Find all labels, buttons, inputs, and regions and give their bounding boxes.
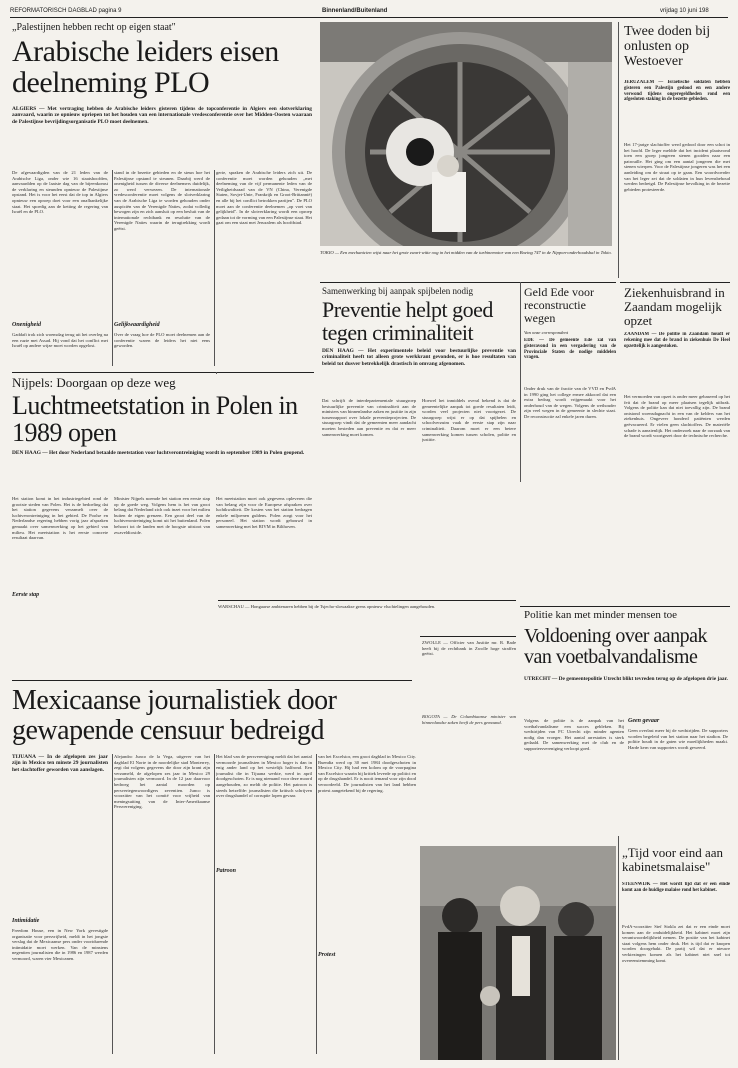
plo-body-col1: De afgevaardigden van de 21 leden van de Arabische Liga, onder wie 16 staatshoofden, aanvaardden op de laatste dag van de bijeenkomst de verklaring en steunden opnieuw de Palestijnse opstand. Het is voor het eerst dat de top in Algiers opnieuw een oproep doet voor een onafhankelijke staat. Het spoedig aan de ketting de regering van Israël en de PLO.: [12, 170, 108, 215]
voetbal-sub: Geen gevaar: [628, 718, 660, 724]
preventie-kicker: Samenwerking bij aanpak spijbelen nodig: [322, 286, 473, 296]
voetbal-body-col2: Geen overlast meer bij de wedstrijden. De supporters worden begeleid van het station naar het stadion. De politie houdt in de gaten wie moeilijkheden maakt. Harde kern van supporters wordt geweerd.: [628, 728, 728, 750]
westoever-headline: Twee doden bij onlusten op Westoever: [624, 24, 711, 69]
plo-body-col2: stand in de bezette gebieden en de steun hoe het Palestijnse opstand te steunen. Daarbij werd de onenigheid tussen de diverse deelnemers duidelijk, zo werd verwezen. De internationale vredesconferentie moet volgens de slotverklaring van de Arabische Liga te worden gehouden onder auspiciën van de Verenigde Naties, zodat volledig bewogen zijn en zich aansluit op een besluit van de internationale rechtbank en resolutie van de Verenigde Naties waarin de terugtrekking wordt geëist.: [114, 170, 210, 231]
plo-body-col3: gerie, spraken de Arabische leiders zich uit. De conferentie moet worden gehouden „met deelneming van de vijf permanente leden van de Veiligheidsraad van de VN (China, Verenigde Staten, Sovjet-Unie, Frankrijk en Groot-Brittannië) en alle bij het conflict betrokken partijen". De PLO moet aan de conferentie deelnemen „op voet van gelijkheid". In de slotverklaring wordt een oproep gedaan tot de vorming van een Palestijnse staat. Het gaat om een staat met Jeruzalem als hoofdstad.: [216, 170, 312, 226]
nijpels-kicker: Nijpels: Doorgaan op deze weg: [12, 375, 176, 390]
preventie-body-col1: Dat schrijft de interdepartementale stuurgroep bestuurlijke preventie van criminaliteit aan de ministers van binnenlandse zaken en justitie in zijn tussenrapport over lokale preventieprojecten. De stuurgroep vindt dat de gemeenten meer aandacht moeten besteden aan preventie en dat er meer samenwerking moet komen.: [322, 398, 416, 437]
turbine-image: [320, 22, 612, 246]
nijpels-headline: Luchtmeetstation in Polen in 1989 open: [12, 391, 298, 447]
nijpels-body-col2: Minister Nijpels noemde het station een eerste stap op de goede weg. Volgens hem is het van groot belang dat Nederland zich ook inzet voor het milieu buiten de eigen grenzen. Een groot deel van de luchtverontreiniging komt uit het buitenland. Polen behoort tot de landen met de hoogste uitstoot van zwaveldioxide.: [114, 496, 210, 535]
plo-headline: Arabische leiders eisen deelneming PLO: [12, 35, 279, 99]
westoever-body: Het 17-jarige slachtoffer werd gedood door een schot in het hoofd. De leger meldde dat het incident plaatsvond toen een groep jongeren stenen gooiden naar een patrouille. Het ging om een aantal jongeren die met stenen wierpen. Voor de Palestijnse jongeren was het een aanleiding om de straat op te gaan. Een woordvoerder van het leger zei dat de soldaten in hun levensbehoud werden bedreigd. De Palestijnse bevolking in de bezette gebieden protesteerde.: [624, 142, 730, 192]
brief-bogota: BOGOTA — De Columbiaanse minister van binnenlandse zaken heeft de pers gemaand.: [422, 714, 516, 725]
brief-warschau: WARSCHAU — Hongaarse ambtenaren hebben bij de Tsjecho-slowaakse grens opnieuw vluchtelingen aangehouden.: [218, 604, 436, 609]
plo-sub-onenigheid: Onenigheid: [12, 322, 42, 328]
ede-lead: EDE — De gemeente Ede zal van gisteravond in een vergadering van de Provinciale Staten de nodige middelen vragen.: [524, 338, 616, 361]
zaandam-body: Het vermoeden van opzet is onder meer gebaseerd op het feit dat de brand op meer plaatsen tegelijk uitbrak. Volgens de politie kan dat niet toevallig zijn. De brand ontstond woensdagnacht in een van de kelders van het ziekenhuis. Ongeveer honderd patiënten werden geëvacueerd. Er vielen geen slachtoffers. De materiële schade is aanzienlijk. Het onderzoek naar de oorzaak van de brand wordt voortgezet door de technische recherche.: [624, 394, 730, 439]
ede-headline: Geld Ede voor reconstructie wegen: [524, 285, 594, 325]
crowd-image: [420, 846, 616, 1060]
photo-turbine-caption: TOKIO — Een mechanicien wijst naar het grote zwart-witte oog in het midden van de turbinemotor van een Boeing 747 in de Nippon-onderhoudshal in Tokio.: [320, 250, 612, 255]
kabinet-body: PvdA-voorzitter Stef Stokla zei dat er een einde moet komen aan de onduidelijkheid. Het kabinet moet zijn verantwoordelijkheid nemen. De positie van het kabinet staat volgens hem onder druk. Het is tijd dat er knopen worden doorgehakt. De partij wil dat er nieuwe verkiezingen komen als het kabinet niet snel tot overeenstemming komt.: [622, 924, 730, 963]
zaandam-lead: ZAANDAM — De politie in Zaandam houdt er rekening mee dat de brand in ziekenhuis De Heel opzettelijk is aangestoken.: [624, 332, 730, 349]
header-date: vrijdag 10 juni 198: [660, 8, 709, 14]
brief-zwolle: ZWOLLE — Officier van Justitie mr. R. Bade heeft bij de rechtbank in Zwolle hoge straffen geëist.: [422, 640, 516, 657]
mexico-body-col3: Het blad van de persvereniging meldt dat het aantal vermoorde journalisten in Mexico hoger is dan in enig ander land op het westelijk halfrond. Een journalist die in Tijuana werkte, werd in april doodgeschoten. Er is nog niemand voor deze moord aangehouden, zo meldt de politie. Het patroon is steeds hetzelfde: journalisten die kritisch schrijven over drugshandel of corruptie lopen gevaar.: [216, 754, 312, 799]
plo-body-col2b: Over de vraag hoe de PLO moet deelnemen aan de conferentie waren de leiders het niet eens geworden.: [114, 332, 210, 349]
mexico-body-col1: Freedom House, een in New York gevestigde organisatie voor persvrijheid, meldt in het jongste verslag dat de Mexicaanse pers onder voortdurende intimidatie moet werken. Van de minstens negentien journalisten die in 1986 en 1987 werden vermoord, waren vier Mexicanen.: [12, 928, 108, 961]
voetbal-body-col1: Volgens de politie is de aanpak van het voetbalvandalisme een succes gebleken. Bij wedstrijden van FC Utrecht zijn minder agenten nodig dan vroeger. Het aantal arrestaties is sterk gedaald. De samenwerking met de club en de supportersvereniging verloopt goed.: [524, 718, 624, 751]
ede-byline: Van onze correspondent: [524, 330, 568, 335]
kabinet-lead: STEENWIJK — Het wordt tijd dat er een einde komt aan de huidige malaise rond het kabinet.: [622, 882, 730, 893]
voetbal-lead: UTRECHT — De gemeentepolitie Utrecht blikt tevreden terug op de afgelopen drie jaar.: [524, 676, 728, 682]
photo-turbine: [320, 22, 612, 246]
photo-crowd: [420, 846, 616, 1060]
nijpels-body-col3: Het meetstation moet ook gegevens opleveren die van belang zijn voor de Europese afspraken over luchtkwaliteit. De kosten van het station bedragen enkele miljoenen guldens. Polen zorgt voor het personeel. Het station wordt gebouwd in samenwerking met het RIVM in Bilthoven.: [216, 496, 312, 529]
kabinet-headline: „Tijd voor eind aan kabinetsmalaise": [622, 845, 723, 874]
nijpels-sub: Eerste stap: [12, 592, 40, 598]
zaandam-headline: Ziekenhuisbrand in Zaandam mogelijk opzet: [624, 285, 725, 328]
westoever-lead: JERUZALEM — Israëlische soldaten hebben gisteren een Palestijn gedood en een andere verwond tijdens ongeregeldheden rond een afgesloten staking in de bezette gebieden.: [624, 80, 730, 103]
mexico-headline: Mexicaanse journalistiek door gewapende censuur bedreigd: [12, 685, 337, 746]
plo-lead: ALGIERS — Met vertraging hebben de Arabische leiders gisteren tijdens de topconferentie in Algiers een slotverklaring aanvaard, waarin ze opnieuw opriepen tot het houden van een internationale vredesconferentie over het Midden-Oosten waaraan de Palestijnse bevrijdingsorganisatie PLO moet deelnemen.: [12, 106, 312, 125]
nijpels-lead: DEN HAAG — Het door Nederland betaalde meetstation voor luchtverontreiniging wordt in september 1989 in Polen geopend.: [12, 450, 305, 456]
mexico-sub-intimidatie: Intimidatie: [12, 918, 40, 924]
ede-body: Onder druk van de fractie van de VVD en PvdA in 1990 ging het college ermee akkoord dat een extra bedrag wordt vrijgemaakt voor het onderhoud van de wegen. Volgens de wethouder zijn veel wegen in de gemeente in slechte staat. De reconstructie zal enkele jaren duren.: [524, 386, 616, 419]
header-section: Binnenland/Buitenland: [322, 8, 388, 14]
header-rule: [10, 17, 728, 18]
voetbal-kicker: Politie kan met minder mensen toe: [524, 609, 678, 621]
plo-sub-gelijkwaardigheid: Gelijkwaardigheid: [114, 322, 160, 328]
mexico-body-col2: Alejandro Junco de la Vega, uitgever van het dagblad El Norte in de noordelijke stad Monterrey, zegt dat volgens gegevens die door zijn krant zijn verzameld, de afgelopen zes jaar in Mexico 29 journalisten zijn vermoord. In de 12 jaar daarvoor bedroeg het aantal moorden op persvertegenwoordigers zeventien. Junco is voorzitter van het comité voor vrijheid van meningsuiting van de Inter-Amerikaanse Persvereniging.: [114, 754, 210, 810]
preventie-body-col2: Hoewel het inmiddels overal bekend is dat de gemeentelijke aanpak tot goede resultaten leidt, worden veel projecten niet voortgezet. De stuurgroep wijst er op dat spijbelen en schoolverzuim vaak de eerste stap zijn naar criminaliteit. Daarom moet er een betere samenwerking komen tussen scholen, politie en justitie.: [422, 398, 516, 443]
nijpels-body-col1: Het station komt in het industriegebied rond de grootste steden van Polen. Het is de bedoeling dat het station gegevens verzamelt over de luchtverontreiniging in het gebied. De Poolse en Nederlandse regering hebben vorig jaar afspraken gemaakt over samenwerking op het gebied van milieu. Het meetstation is het eerste concrete resultaat daarvan.: [12, 496, 108, 541]
plo-body-col1b: Gaddafi trok zich woensdag terug uit het overleg na een ruzie met Assad. Hij vond dat het conflict met Israël op andere wijze moet worden opgelost.: [12, 332, 108, 349]
mexico-sub-patroon: Patroon: [216, 868, 237, 874]
plo-kicker: „Palestijnen hebben recht op eigen staat": [12, 22, 176, 33]
preventie-headline: Preventie helpt goed tegen criminaliteit: [322, 297, 493, 345]
mexico-body-col4: van het Excelsior, een groot dagblad in Mexico City. Buendia werd op 30 mei 1984 doodgeschoten in Mexico City. Hij had een kolom op de voorpagina van Excelsior waarin hij kritiek leverde op politici en op de drugshandel. Er is nooit iemand voor zijn dood veroordeeld. De journalisten van het land hebben protest aangetekend bij de regering.: [318, 754, 416, 793]
header-paper-name: REFORMATORISCH DAGBLAD pagina 9: [10, 8, 122, 14]
mexico-sub-protest: Protest: [318, 952, 336, 958]
mexico-lead: TIJUANA — In de afgelopen zes jaar zijn in Mexico ten minste 29 journalisten het slachtoffer geworden van aanslagen.: [12, 754, 108, 773]
voetbal-headline: Voldoening over aanpak van voetbalvandalisme: [524, 625, 708, 668]
preventie-lead: DEN HAAG — Het experimentele beleid voor bestuurlijke preventie van criminaliteit heeft tot alleen grote werkkrant gevonden, er is hoe resultaten van beleid tot dusver betrekkelijk drastisch in omvang afgenomen.: [322, 348, 516, 367]
